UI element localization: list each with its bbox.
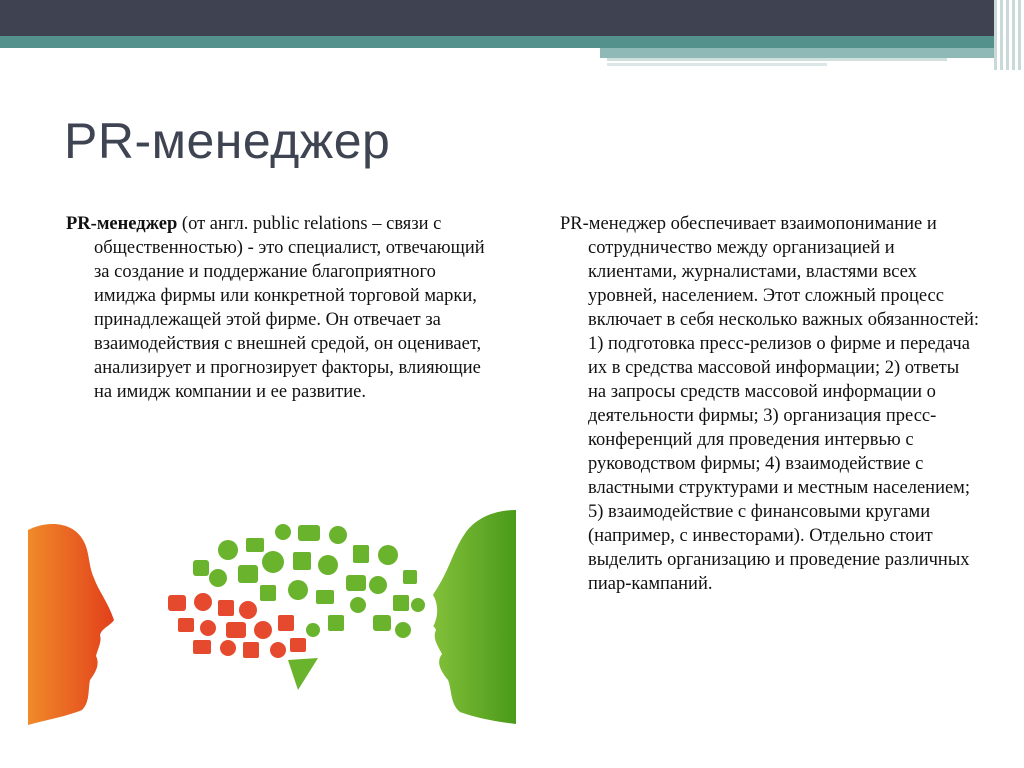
header-line — [607, 58, 947, 61]
header-bar-dark — [0, 0, 1024, 36]
definition-block — [66, 212, 496, 404]
header-bar-teal — [0, 36, 1024, 48]
header-bar-teal-light — [600, 48, 1024, 58]
header-stripes — [994, 0, 1024, 70]
definition-paragraph — [66, 212, 496, 404]
duties-block — [560, 212, 980, 596]
duties-paragraph: PR-менеджер обеспечивает взаимопонимание и сотрудничество между организацией и клиентами, журналистами, властями всех уровней, населением. Этот сложный процесс включает в себя несколько важных обязанностей: 1) подготовка пресс-релизов о фирме и передача их в средства массовой информации; 2) ответы на запросы средств массовой информации о деятельности фирмы; 3) организация пресс-конференций для проведения интервью с руководством фирмы; 4) взаимодействие с властными структурами и местным населением; 5) взаимодействие с финансовыми кругами (например, с инвесторами). Отдельно стоит выделить организацию и проведение различных пиар-кампаний. — [560, 214, 980, 594]
term-bold: PR-менеджер — [66, 214, 178, 234]
speech-cloud — [155, 517, 437, 690]
left-head-silhouette — [28, 524, 114, 725]
communication-illustration — [28, 490, 518, 730]
definition-text: (от англ. public relations – связи с общественностью) - это специалист, отвечающий за создание и поддержание благоприятного имиджа фирмы или конкретной торговой марки, принадлежащей этой фирме. Он отвечает за взаимодействия с внешней средой, он оценивает, анализирует и прогнозирует факторы, влияющие на имидж компании и ее развитие. — [94, 214, 485, 402]
slide-title: PR-менеджер — [64, 113, 391, 169]
header-line — [607, 63, 827, 66]
